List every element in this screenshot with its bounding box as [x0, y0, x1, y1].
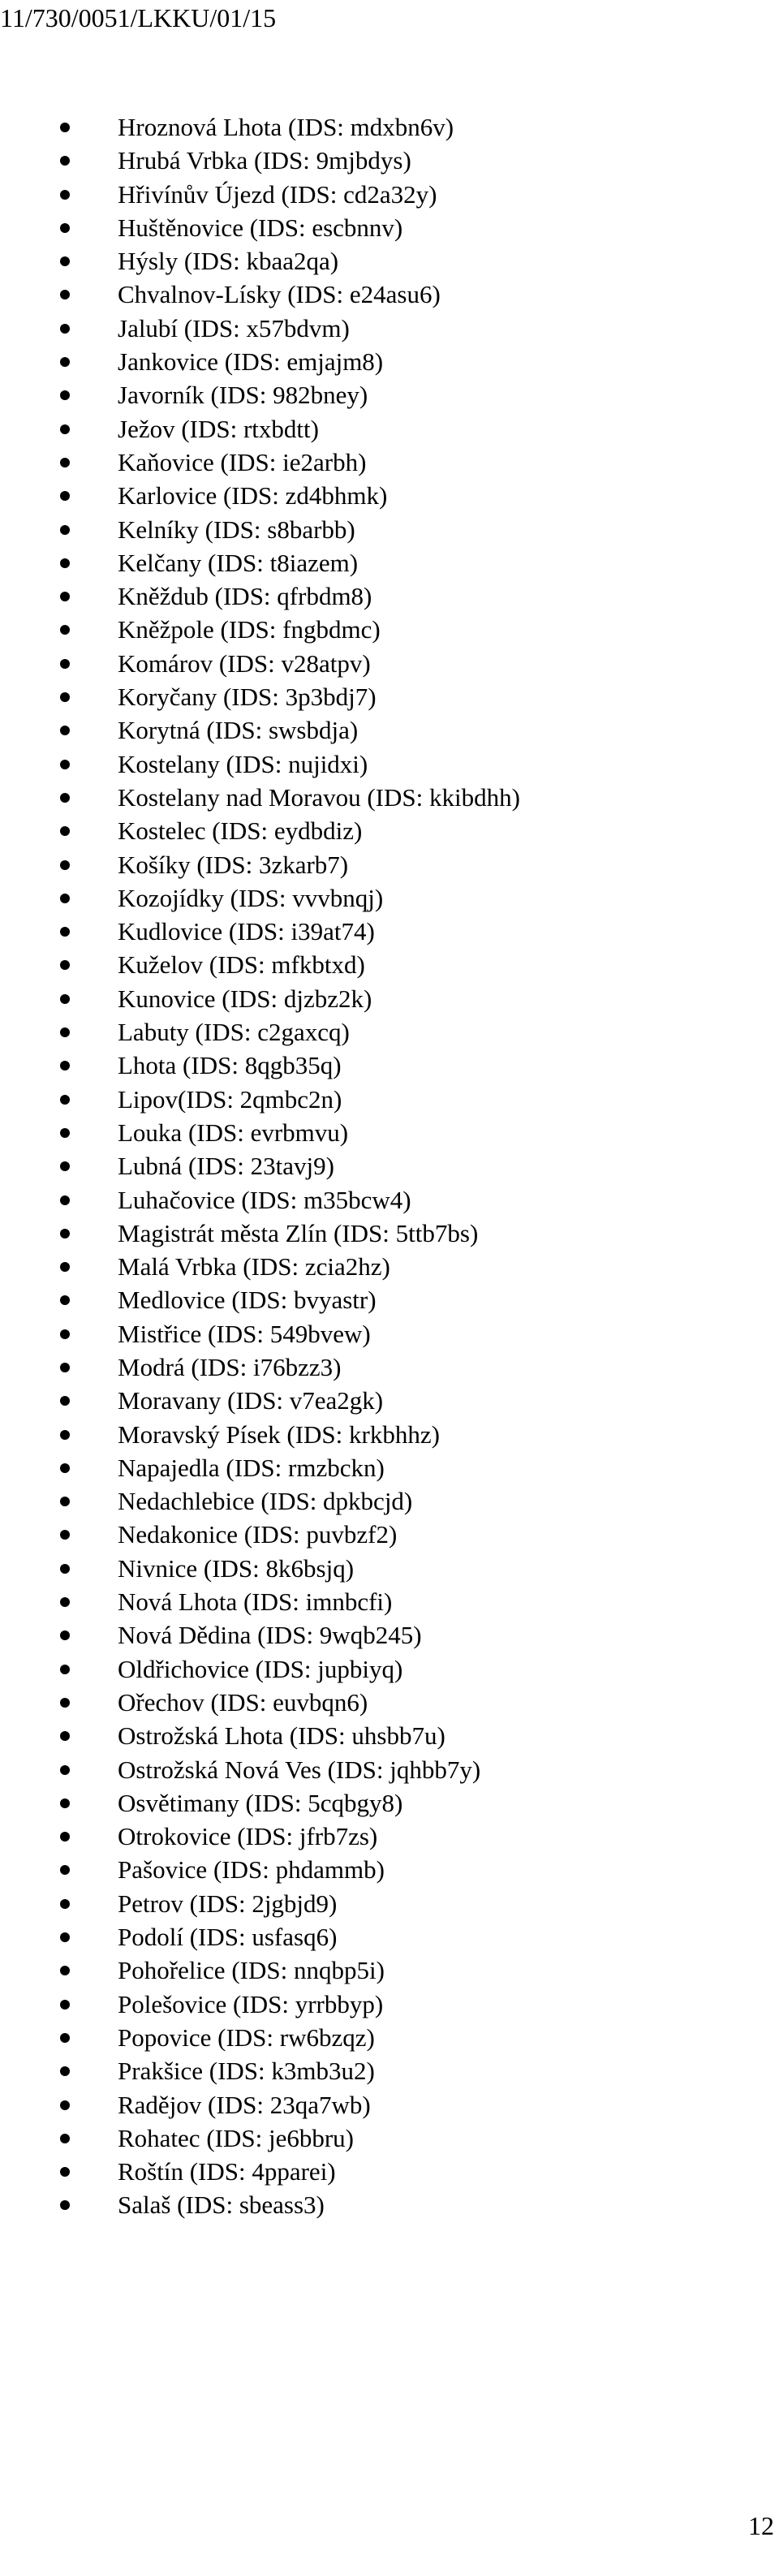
list-item-label: Huštěnovice (IDS: escbnnv): [118, 213, 403, 242]
bullet-icon: [60, 2066, 70, 2076]
bullet-icon: [60, 1161, 70, 1171]
bullet-icon: [60, 1731, 70, 1741]
list-item: [0, 848, 520, 881]
list-item-label: Hroznová Lhota (IDS: mdxbn6v): [118, 113, 454, 141]
list-item: [0, 2054, 520, 2087]
bullet-icon: [60, 558, 70, 568]
bullet-icon: [60, 491, 70, 501]
bullet-icon: [60, 223, 70, 233]
list-item-label: Kostelany (IDS: nujidxi): [118, 749, 368, 778]
list-item: [0, 1753, 520, 1786]
list-item-label: Moravany (IDS: v7ea2gk): [118, 1386, 384, 1415]
bullet-icon: [60, 1530, 70, 1540]
list-item: [0, 814, 520, 847]
list-item-label: Nová Dědina (IDS: 9wqb245): [118, 1621, 422, 1650]
bullet-icon: [60, 1463, 70, 1473]
list-item-label: Napajedla (IDS: rmzbckn): [118, 1453, 385, 1482]
list-item: [0, 1988, 520, 2021]
list-item: [0, 513, 520, 546]
bullet-icon: [60, 1597, 70, 1607]
list-item-label: Nová Lhota (IDS: imnbcfi): [118, 1587, 393, 1617]
bullet-icon: [60, 1966, 70, 1975]
list-item-label: Magistrát města Zlín (IDS: 5ttb7bs): [118, 1218, 479, 1247]
bullet-icon: [60, 156, 70, 166]
list-item: [0, 1418, 520, 1451]
list-item: [0, 1283, 520, 1316]
list-item-label: Polešovice (IDS: yrrbbyp): [118, 1989, 384, 2018]
bullet-icon: [60, 826, 70, 836]
bullet-icon: [60, 625, 70, 635]
list-item-label: Lubná (IDS: 23tavj9): [118, 1152, 334, 1181]
bullet-icon: [60, 793, 70, 803]
bullet-icon: [60, 1932, 70, 1942]
list-item-label: Kněžpole (IDS: fngbdmc): [118, 615, 381, 644]
list-item: [0, 747, 520, 781]
bullet-icon: [60, 324, 70, 334]
list-item: [0, 1585, 520, 1618]
bullet-icon: [60, 1262, 70, 1272]
bullet-icon: [60, 2134, 70, 2143]
list-item-label: Malá Vrbka (IDS: zcia2hz): [118, 1252, 390, 1282]
bullet-icon: [60, 1128, 70, 1138]
list-item: [0, 1217, 520, 1250]
list-item: [0, 378, 520, 411]
bullet-icon: [60, 1329, 70, 1339]
list-item: [0, 1786, 520, 1820]
bullet-icon: [60, 2000, 70, 2010]
list-item: [0, 680, 520, 713]
list-item: [0, 1149, 520, 1182]
list-item-label: Kaňovice (IDS: ie2arbh): [118, 447, 367, 476]
list-item: [0, 1686, 520, 1719]
list-item-label: Košíky (IDS: 3zkarb7): [118, 850, 349, 879]
list-item: [0, 1552, 520, 1585]
page-number: 12: [748, 2511, 774, 2540]
list-item-label: Medlovice (IDS: bvyastr): [118, 1286, 377, 1315]
municipality-list: [0, 110, 520, 2222]
list-item-label: Kostelec (IDS: eydbdiz): [118, 816, 363, 846]
bullet-icon: [60, 123, 70, 132]
bullet-icon: [60, 290, 70, 299]
list-item: [0, 412, 520, 446]
bullet-icon: [60, 2100, 70, 2110]
list-item-label: Radějov (IDS: 23qa7wb): [118, 2090, 371, 2119]
list-item-label: Luhačovice (IDS: m35bcw4): [118, 1185, 411, 1214]
list-item-label: Otrokovice (IDS: jfrb7zs): [118, 1822, 378, 1851]
list-item-label: Nedachlebice (IDS: dpkbcjd): [118, 1487, 413, 1516]
list-item-label: Ježov (IDS: rtxbdtt): [118, 414, 319, 443]
bullet-icon: [60, 256, 70, 266]
bullet-icon: [60, 760, 70, 769]
bullet-icon: [60, 2033, 70, 2043]
list-item: [0, 1116, 520, 1149]
list-item: [0, 613, 520, 646]
list-item-label: Roštín (IDS: 4pparei): [118, 2157, 336, 2186]
list-item: [0, 546, 520, 579]
list-item-label: Komárov (IDS: v28atpv): [118, 648, 371, 678]
bullet-icon: [60, 1665, 70, 1674]
bullet-icon: [60, 1061, 70, 1070]
bullet-icon: [60, 1698, 70, 1708]
list-item: [0, 446, 520, 479]
list-item: [0, 1183, 520, 1217]
list-item-label: Kuželov (IDS: mfkbtxd): [118, 950, 365, 980]
list-item: [0, 144, 520, 177]
list-item: [0, 211, 520, 244]
list-item: [0, 178, 520, 211]
bullet-icon: [60, 1497, 70, 1506]
list-item-label: Oldřichovice (IDS: jupbiyq): [118, 1654, 403, 1683]
list-item-label: Kelčany (IDS: t8iazem): [118, 548, 359, 577]
bullet-icon: [60, 1832, 70, 1842]
list-item: [0, 1015, 520, 1049]
bullet-icon: [60, 894, 70, 903]
list-item: [0, 1618, 520, 1652]
list-item-label: Kelníky (IDS: s8barbb): [118, 515, 355, 544]
list-item-label: Mistřice (IDS: 549bvew): [118, 1319, 371, 1348]
list-item: [0, 713, 520, 747]
bullet-icon: [60, 1229, 70, 1238]
list-item-label: Salaš (IDS: sbeass3): [118, 2190, 325, 2220]
list-item-label: Koryčany (IDS: 3p3bdj7): [118, 683, 377, 712]
bullet-icon: [60, 2200, 70, 2210]
list-item-label: Louka (IDS: evrbmvu): [118, 1118, 349, 1147]
list-item: [0, 110, 520, 144]
list-item: [0, 2122, 520, 2155]
list-item-label: Jankovice (IDS: emjajm8): [118, 347, 384, 377]
bullet-icon: [60, 1295, 70, 1305]
list-item-label: Ořechov (IDS: euvbqn6): [118, 1687, 368, 1717]
list-item-label: Moravský Písek (IDS: krkbhhz): [118, 1419, 440, 1449]
list-item: [0, 881, 520, 915]
list-item: [0, 579, 520, 613]
bullet-icon: [60, 1865, 70, 1875]
list-item: [0, 647, 520, 680]
list-item-label: Chvalnov-Lísky (IDS: e24asu6): [118, 280, 441, 309]
bullet-icon: [60, 726, 70, 735]
list-item: [0, 1317, 520, 1350]
bullet-icon: [60, 1765, 70, 1775]
bullet-icon: [60, 525, 70, 535]
bullet-icon: [60, 1363, 70, 1372]
list-item-label: Pohořelice (IDS: nnqbp5i): [118, 1956, 385, 1985]
list-item: [0, 1920, 520, 1954]
bullet-icon: [60, 1899, 70, 1909]
list-item-label: Kunovice (IDS: djzbz2k): [118, 984, 372, 1013]
list-item: [0, 244, 520, 278]
list-item-label: Jalubí (IDS: x57bdvm): [118, 313, 350, 342]
list-item-label: Kněždub (IDS: qfrbdm8): [118, 582, 372, 611]
list-item-label: Hřivínův Újezd (IDS: cd2a32y): [118, 179, 437, 209]
list-item-label: Rohatec (IDS: je6bbru): [118, 2123, 354, 2152]
bullet-icon: [60, 1095, 70, 1105]
bullet-icon: [60, 357, 70, 367]
list-item-label: Hrubá Vrbka (IDS: 9mjbdys): [118, 146, 411, 175]
list-item: [0, 1384, 520, 1417]
bullet-icon: [60, 424, 70, 434]
list-item: [0, 781, 520, 814]
list-item-label: Labuty (IDS: c2gaxcq): [118, 1018, 350, 1047]
list-item-label: Ostrožská Lhota (IDS: uhsbb7u): [118, 1721, 445, 1751]
list-item-label: Modrá (IDS: i76bzz3): [118, 1352, 342, 1381]
list-item: [0, 1887, 520, 1920]
bullet-icon: [60, 960, 70, 970]
list-item-label: Karlovice (IDS: zd4bhmk): [118, 481, 388, 510]
list-item: [0, 278, 520, 311]
bullet-icon: [60, 592, 70, 601]
list-item-label: Kozojídky (IDS: vvvbnqj): [118, 883, 384, 912]
bullet-icon: [60, 927, 70, 937]
list-item-label: Kudlovice (IDS: i39at74): [118, 917, 375, 946]
list-item-label: Pašovice (IDS: phdammb): [118, 1855, 385, 1885]
list-item-label: Lhota (IDS: 8qgb35q): [118, 1051, 342, 1080]
list-item: [0, 1820, 520, 1853]
list-item: [0, 2188, 520, 2221]
list-item-label: Korytná (IDS: swsbdja): [118, 716, 359, 745]
list-item: [0, 1954, 520, 1987]
list-item-label: Nivnice (IDS: 8k6bsjq): [118, 1553, 355, 1583]
list-item: [0, 1518, 520, 1551]
list-item: [0, 1853, 520, 1886]
list-item-label: Javorník (IDS: 982bney): [118, 381, 368, 410]
bullet-icon: [60, 2167, 70, 2177]
list-item-label: Nedakonice (IDS: puvbzf2): [118, 1520, 398, 1549]
list-item-label: Lipov(IDS: 2qmbc2n): [118, 1084, 342, 1114]
list-item: [0, 1719, 520, 1752]
list-item: [0, 2088, 520, 2122]
list-item: [0, 1652, 520, 1686]
list-item-label: Prakšice (IDS: k3mb3u2): [118, 2057, 375, 2086]
bullet-icon: [60, 860, 70, 870]
bullet-icon: [60, 1396, 70, 1406]
list-item-label: Podolí (IDS: usfasq6): [118, 1923, 338, 1952]
list-item: [0, 1250, 520, 1283]
list-item: [0, 1049, 520, 1082]
list-item-label: Popovice (IDS: rw6bzqz): [118, 2022, 375, 2052]
bullet-icon: [60, 659, 70, 669]
list-item-label: Osvětimany (IDS: 5cqbgy8): [118, 1788, 403, 1817]
list-item-label: Hýsly (IDS: kbaa2qa): [118, 247, 339, 276]
list-item: [0, 982, 520, 1015]
bullet-icon: [60, 1027, 70, 1037]
list-item: [0, 312, 520, 345]
bullet-icon: [60, 1798, 70, 1808]
list-item-label: Ostrožská Nová Ves (IDS: jqhbb7y): [118, 1755, 481, 1784]
bullet-icon: [60, 390, 70, 400]
list-item: [0, 1484, 520, 1518]
document-reference-number: 11/730/0051/LKKU/01/15: [0, 3, 277, 32]
list-item: [0, 345, 520, 378]
list-item: [0, 1083, 520, 1116]
list-item-label: Petrov (IDS: 2jgbjd9): [118, 1889, 338, 1918]
list-item: [0, 2021, 520, 2054]
list-item: [0, 915, 520, 948]
bullet-icon: [60, 1564, 70, 1574]
bullet-icon: [60, 190, 70, 200]
list-item: [0, 2155, 520, 2188]
list-item: [0, 479, 520, 512]
bullet-icon: [60, 994, 70, 1004]
bullet-icon: [60, 1430, 70, 1440]
list-item: [0, 1451, 520, 1484]
bullet-icon: [60, 692, 70, 702]
list-item: [0, 1350, 520, 1384]
list-item: [0, 948, 520, 981]
bullet-icon: [60, 458, 70, 467]
bullet-icon: [60, 1195, 70, 1205]
bullet-icon: [60, 1630, 70, 1640]
list-item-label: Kostelany nad Moravou (IDS: kkibdhh): [118, 782, 520, 812]
